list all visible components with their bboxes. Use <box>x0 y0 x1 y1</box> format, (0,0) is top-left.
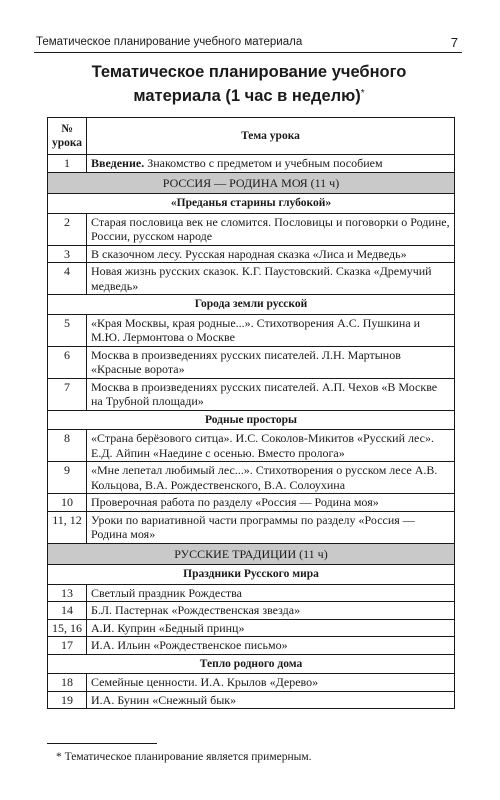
table-row <box>48 674 455 692</box>
lesson-topic: Б.Л. Пастернак «Рождественская звезда» <box>87 602 455 620</box>
subsection-heading: Города земли русской <box>48 295 455 315</box>
lesson-topic: А.И. Куприн «Бедный принц» <box>87 619 455 637</box>
column-header-topic: Тема урока <box>87 118 455 155</box>
table-row <box>48 346 455 378</box>
subsection-row <box>48 410 455 430</box>
lesson-number: 8 <box>48 430 87 462</box>
section-row <box>48 543 455 565</box>
lesson-number: 11, 12 <box>48 511 87 543</box>
table-header-row <box>48 118 455 155</box>
section-heading: РУССКИЕ ТРАДИЦИИ (11 ч) <box>48 543 455 565</box>
footnote-mark: * <box>360 88 365 99</box>
lesson-number: 13 <box>48 584 87 602</box>
lesson-topic: И.А. Бунин «Снежный бык» <box>87 691 455 709</box>
lesson-topic: Москва в произведениях русских писателей. Л.Н. Мартынов «Красные ворота» <box>87 346 455 378</box>
section-heading: РОССИЯ — РОДИНА МОЯ (11 ч) <box>48 172 455 194</box>
lesson-topic: Проверочная работа по разделу «Россия — Родина моя» <box>87 494 455 512</box>
column-header-number: № урока <box>48 118 87 155</box>
lesson-number: 1 <box>48 155 87 173</box>
lesson-topic: Семейные ценности. И.А. Крылов «Дерево» <box>87 674 455 692</box>
page-title-line2: материала (1 час в неделю) <box>133 87 361 105</box>
table-row <box>48 378 455 410</box>
table-row <box>48 494 455 512</box>
table-row <box>48 245 455 263</box>
lesson-topic: Новая жизнь русских сказок. К.Г. Паустовский. Сказка «Дремучий медведь» <box>87 263 455 295</box>
page-number: 7 <box>450 35 458 50</box>
lesson-topic: Старая пословица век не сломится. Пословицы и поговорки о Родине, России, русском народе <box>87 213 455 245</box>
table-row <box>48 602 455 620</box>
lesson-number: 7 <box>48 378 87 410</box>
lesson-topic-bold: Введение. <box>91 156 145 170</box>
table-row <box>48 511 455 543</box>
lesson-topic: Москва в произведениях русских писателей. А.П. Чехов «В Москве на Трубной площади» <box>87 378 455 410</box>
lesson-topic: Светлый праздник Рождества <box>87 584 455 602</box>
subsection-row <box>48 194 455 214</box>
subsection-heading: Праздники Русского мира <box>48 565 455 585</box>
footnote-divider <box>47 743 157 744</box>
running-head <box>34 36 462 53</box>
table-row <box>48 155 455 173</box>
table-row <box>48 619 455 637</box>
table-row <box>48 462 455 494</box>
section-row <box>48 172 455 194</box>
lesson-number: 2 <box>48 213 87 245</box>
subsection-heading: Тепло родного дома <box>48 654 455 674</box>
lesson-topic: «Мне лепетал любимый лес...». Стихотворения о русском лесе А.В. Кольцова, В.А. Рождественского, В.А. Солоухина <box>87 462 455 494</box>
table-row <box>48 213 455 245</box>
lesson-number: 4 <box>48 263 87 295</box>
lesson-topic: «Страна берёзового ситца». И.С. Соколов-Микитов «Русский лес». Е.Д. Айпин «Наедине с осенью. Вместо пролога» <box>87 430 455 462</box>
lesson-number: 18 <box>48 674 87 692</box>
lesson-topic <box>87 155 455 173</box>
running-head-title: Тематическое планирование учебного материала <box>36 36 303 48</box>
lesson-topic: И.А. Ильин «Рождественское письмо» <box>87 637 455 655</box>
subsection-row <box>48 295 455 315</box>
table-row <box>48 263 455 295</box>
lesson-number: 14 <box>48 602 87 620</box>
lesson-number: 9 <box>48 462 87 494</box>
table-row <box>48 430 455 462</box>
subsection-heading: «Преданья старины глубокой» <box>48 194 455 214</box>
lesson-number: 19 <box>48 691 87 709</box>
subsection-row <box>48 654 455 674</box>
footnote: * Тематическое планирование является примерным. <box>56 751 312 763</box>
lesson-number: 6 <box>48 346 87 378</box>
page-title <box>34 62 464 107</box>
table-row <box>48 314 455 346</box>
table-body <box>48 155 455 709</box>
table-row <box>48 691 455 709</box>
lesson-topic-text: Знакомство с предметом и учебным пособием <box>144 156 383 170</box>
lesson-number: 5 <box>48 314 87 346</box>
subsection-row <box>48 565 455 585</box>
lesson-topic: «Края Москвы, края родные...». Стихотворения А.С. Пушкина и М.Ю. Лермонтова о Москве <box>87 314 455 346</box>
page-title-line1: Тематическое планирование учебного <box>91 63 407 81</box>
lesson-number: 3 <box>48 245 87 263</box>
table-row <box>48 584 455 602</box>
lesson-topic: В сказочном лесу. Русская народная сказка «Лиса и Медведь» <box>87 245 455 263</box>
subsection-heading: Родные просторы <box>48 410 455 430</box>
table-row <box>48 637 455 655</box>
lesson-plan-table <box>47 117 455 709</box>
lesson-number: 10 <box>48 494 87 512</box>
lesson-number: 15, 16 <box>48 619 87 637</box>
lesson-topic: Уроки по вариативной части программы по разделу «Россия — Родина моя» <box>87 511 455 543</box>
lesson-number: 17 <box>48 637 87 655</box>
